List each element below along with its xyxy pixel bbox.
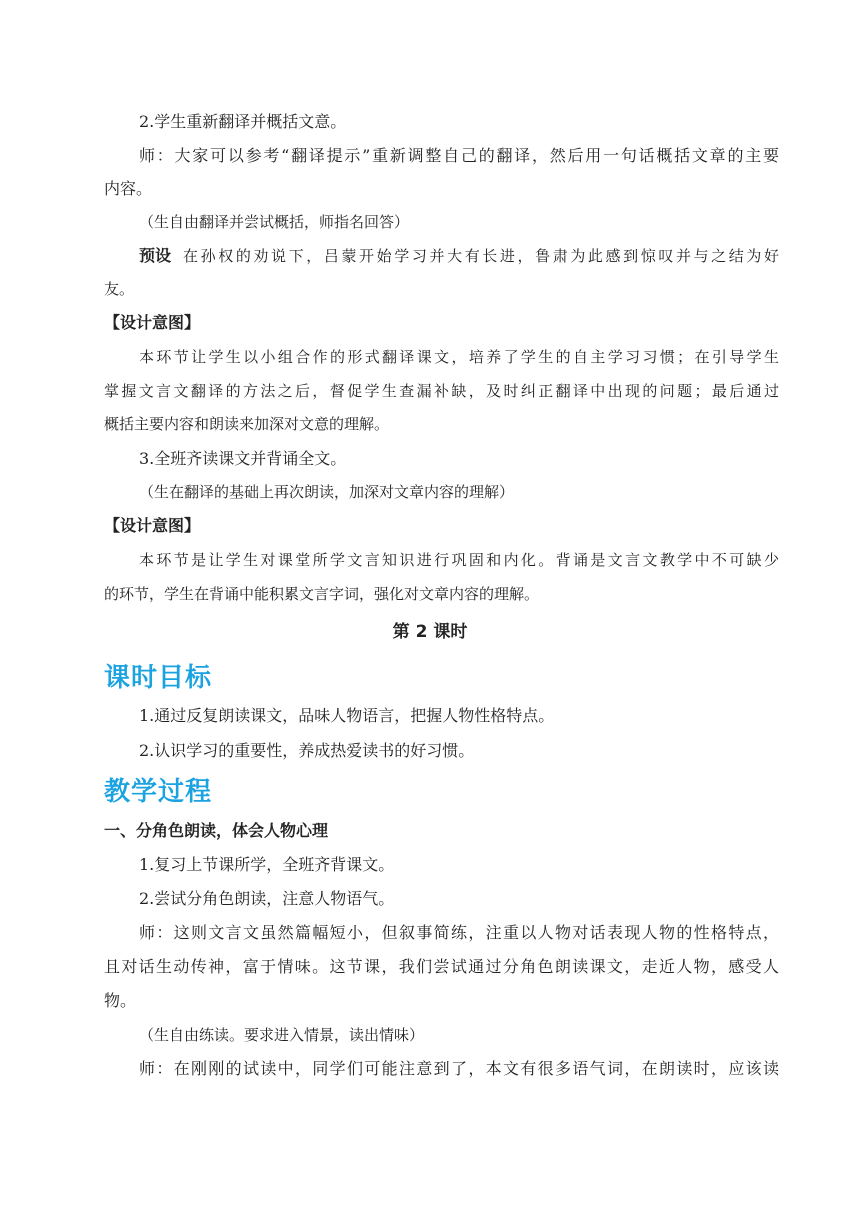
section-heading-goals: 课时目标 xyxy=(104,663,213,693)
paragraph-line: 2.尝试分角色朗读，注意人物语气。 xyxy=(139,889,395,908)
preset-text: 在孙权的劝说下，吕蒙开始学习并大有长进，鲁肃为此感到惊叹并与之结为好 xyxy=(183,247,779,265)
goal-item: 2.认识学习的重要性，养成热爱读书的好习惯。 xyxy=(139,741,475,760)
paragraph-line: 且对话生动传神，富于情味。这节课，我们尝试通过分角色朗读课文，走近人物，感受人 xyxy=(104,957,779,976)
stage-direction: （生自由练读。要求进入情景，读出情味） xyxy=(139,1026,425,1044)
paragraph-line: 师：在刚刚的试读中，同学们可能注意到了，本文有很多语气词，在朗读时，应该读 xyxy=(139,1059,779,1078)
subsection-heading: 一、分角色朗读，体会人物心理 xyxy=(104,821,329,840)
paragraph-line: 师：这则文言文虽然篇幅短小，但叙事简练，注重以人物对话表现人物的性格特点， xyxy=(139,923,779,942)
section-heading-process: 教学过程 xyxy=(104,777,213,807)
paragraph-line: 概括主要内容和朗读来加深对文意的理解。 xyxy=(104,415,390,433)
paragraph-line: 1.复习上节课所学，全班齐背课文。 xyxy=(139,855,395,874)
preset-tag: 预设 xyxy=(139,246,172,265)
paragraph-line: 物。 xyxy=(104,991,137,1010)
stage-direction: （生在翻译的基础上再次朗读，加深对文章内容的理解） xyxy=(139,483,515,501)
paragraph-line: 本环节让学生以小组合作的形式翻译课文，培养了学生的自主学习习惯；在引导学生 xyxy=(139,348,779,366)
preset-label xyxy=(139,245,171,267)
paragraph-line: 师：大家可以参考“翻译提示”重新调整自己的翻译，然后用一句话概括文章的主要 xyxy=(139,146,779,165)
paragraph-line: 掌握文言文翻译的方法之后，督促学生查漏补缺，及时纠正翻译中出现的问题；最后通过 xyxy=(104,382,779,400)
paragraph-line: 内容。 xyxy=(104,179,153,198)
design-intent-heading: 【设计意图】 xyxy=(104,516,201,535)
paragraph-line: 3.全班齐读课文并背诵全文。 xyxy=(139,449,347,468)
goal-item: 1.通过反复朗读课文，品味人物语言，把握人物性格特点。 xyxy=(139,706,555,725)
paragraph-line: 2.学生重新翻译并概括文意。 xyxy=(139,112,347,131)
stage-direction: （生自由翻译并尝试概括，师指名回答） xyxy=(139,213,410,231)
design-intent-heading: 【设计意图】 xyxy=(104,313,201,332)
lesson-title: 第 2 课时 xyxy=(392,622,468,642)
paragraph-line: 的环节，学生在背诵中能积累文言字词，强化对文章内容的理解。 xyxy=(104,585,540,603)
paragraph-line: 本环节是让学生对课堂所学文言知识进行巩固和内化。背诵是文言文教学中不可缺少 xyxy=(139,551,779,569)
preset-text: 友。 xyxy=(104,280,135,298)
